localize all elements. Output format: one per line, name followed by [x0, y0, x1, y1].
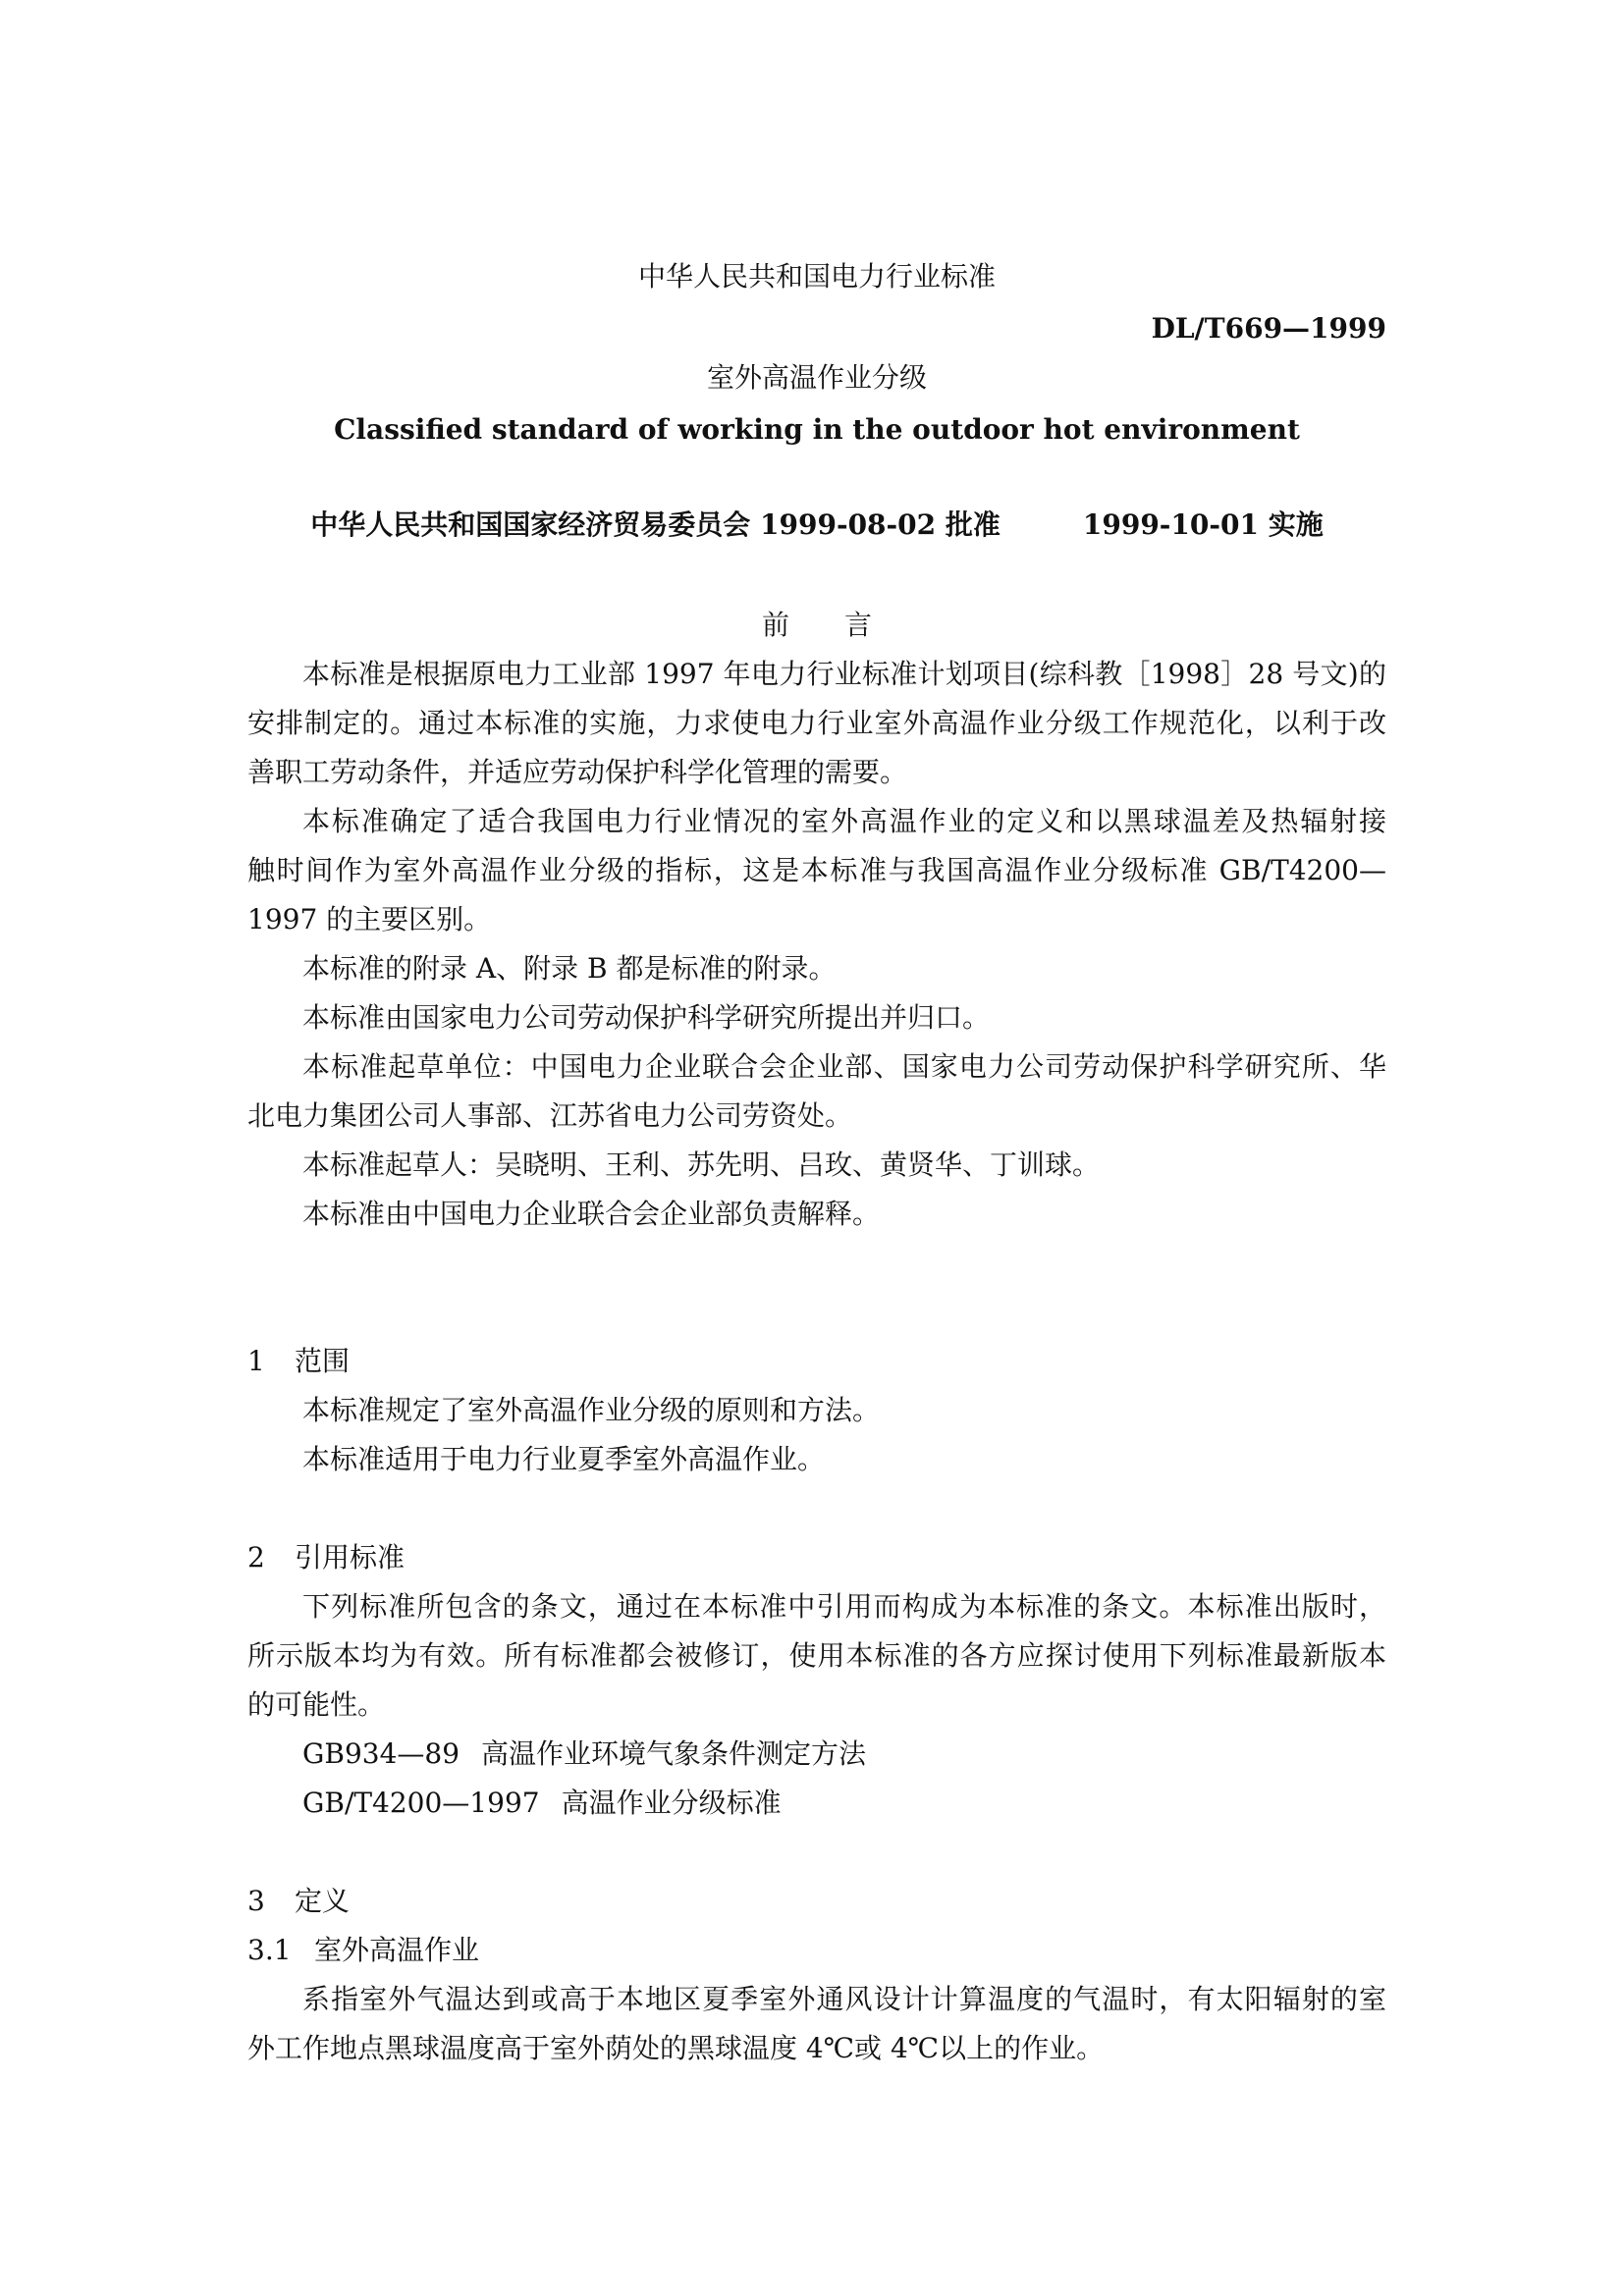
section-number: 1	[247, 1345, 265, 1377]
foreword-line: 北电力集团公司人事部、江苏省电力公司劳资处。	[247, 1099, 853, 1132]
standard-code: DL/T669—1999	[1151, 312, 1386, 345]
subsection-title: 室外高温作业	[314, 1934, 480, 1966]
reference-code: GB/T4200—1997	[302, 1787, 540, 1819]
section-title: 范围	[295, 1345, 351, 1377]
section-number: 2	[247, 1541, 265, 1574]
section-1-line: 本标准适用于电力行业夏季室外高温作业。	[302, 1443, 826, 1475]
foreword-line: 善职工劳动条件，并适应劳动保护科学化管理的需要。	[247, 756, 908, 788]
implement-text: 1999-10-01 实施	[1082, 508, 1324, 541]
section-1-line: 本标准规定了室外高温作业分级的原则和方法。	[302, 1394, 881, 1426]
approval-line	[247, 508, 1386, 542]
section-3-line: 系指室外气温达到或高于本地区夏季室外通风设计计算温度的气温时，有太阳辐射的室	[302, 1983, 1386, 2015]
foreword-heading: 前 言	[761, 609, 872, 641]
section-3-heading	[247, 1885, 1386, 1918]
foreword-line: 本标准是根据原电力工业部 1997 年电力行业标准计划项目(综科教［1998］28 号文)的	[302, 658, 1386, 690]
org-title: 中华人民共和国电力行业标准	[637, 260, 996, 293]
subsection-number: 3.1	[247, 1934, 292, 1966]
approval-text: 中华人民共和国国家经济贸易委员会 1999-08-02 批准	[310, 508, 1001, 541]
section-title: 定义	[295, 1885, 351, 1917]
foreword-line: 本标准确定了适合我国电力行业情况的室外高温作业的定义和以黑球温差及热辐射接	[302, 805, 1386, 837]
reference-name: 高温作业环境气象条件测定方法	[481, 1737, 867, 1770]
foreword-line: 触时间作为室外高温作业分级的指标，这是本标准与我国高温作业分级标准 GB/T4200—	[247, 854, 1386, 886]
reference-name: 高温作业分级标准	[561, 1787, 782, 1819]
foreword-line: 本标准由中国电力企业联合会企业部负责解释。	[302, 1198, 881, 1230]
section-1-heading	[247, 1345, 1386, 1378]
reference-item	[247, 1787, 1386, 1820]
section-2-line: 下列标准所包含的条文，通过在本标准中引用而构成为本标准的条文。本标准出版时，	[302, 1590, 1386, 1623]
section-2-line: 所示版本均为有效。所有标准都会被修订，使用本标准的各方应探讨使用下列标准最新版本	[247, 1639, 1386, 1672]
foreword-line: 本标准起草单位：中国电力企业联合会企业部、国家电力公司劳动保护科学研究所、华	[302, 1050, 1386, 1083]
section-2-line: 的可能性。	[247, 1688, 386, 1721]
foreword-line: 1997 的主要区别。	[247, 903, 492, 935]
reference-item	[247, 1737, 1386, 1771]
section-2-heading	[247, 1541, 1386, 1575]
title-cn: 室外高温作业分级	[706, 361, 927, 394]
section-title: 引用标准	[295, 1541, 406, 1574]
subsection-3-1-heading	[247, 1934, 1386, 1967]
foreword-line: 本标准起草人：吴晓明、王利、苏先明、吕玫、黄贤华、丁训球。	[302, 1148, 1101, 1181]
reference-code: GB934—89	[302, 1737, 460, 1770]
document-page	[247, 0, 1386, 2296]
foreword-line: 本标准的附录 A、附录 B 都是标准的附录。	[302, 952, 837, 985]
section-number: 3	[247, 1885, 265, 1917]
section-3-line: 外工作地点黑球温度高于室外荫处的黑球温度 4℃或 4℃以上的作业。	[247, 2032, 1105, 2064]
foreword-line: 安排制定的。通过本标准的实施，力求使电力行业室外高温作业分级工作规范化，以利于改	[247, 707, 1386, 739]
foreword-line: 本标准由国家电力公司劳动保护科学研究所提出并归口。	[302, 1001, 991, 1034]
title-en: Classified standard of working in the outdoor hot environment	[334, 413, 1300, 446]
